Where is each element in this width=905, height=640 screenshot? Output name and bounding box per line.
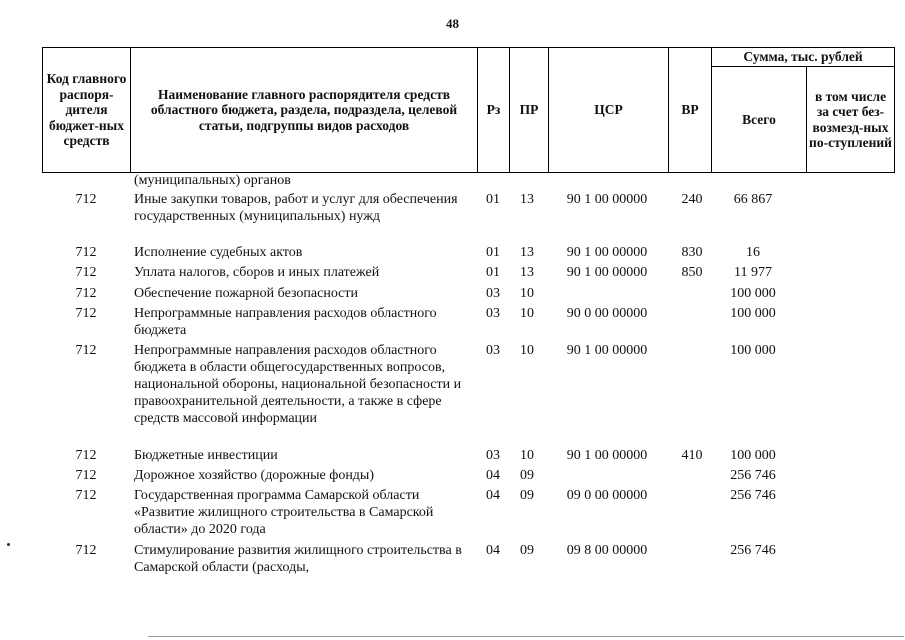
table-row [42, 542, 894, 578]
row-name: Государственная программа Самарской области «Развитие жилищного строительства в Самарской области» до 2020 года [134, 488, 434, 537]
row-rz: 03 [486, 306, 500, 321]
row-name: Исполнение судебных актов [134, 245, 303, 260]
header-pr: ПР [510, 48, 549, 173]
row-rz: 01 [486, 265, 500, 280]
row-vr: 830 [681, 245, 703, 260]
row-name: Бюджетные инвестиции [134, 448, 278, 463]
row-code: 712 [75, 265, 97, 280]
header-sum: Сумма, тыс. рублей [712, 48, 895, 67]
row-pr: 13 [520, 192, 534, 207]
table-row [42, 191, 894, 244]
row-pr: 09 [520, 468, 534, 483]
row-total: 100 000 [730, 343, 776, 358]
table-row [42, 264, 894, 285]
row-total: 100 000 [730, 286, 776, 301]
header-rz: Рз [478, 48, 510, 173]
row-name: Иные закупки товаров, работ и услуг для обеспечения государственных (муниципальных) нужд [134, 192, 458, 224]
header-incl: в том числе за счет без-возмезд-ных по-ступлений [807, 67, 895, 173]
row-code: 712 [75, 488, 97, 503]
row-total: 256 746 [730, 543, 776, 558]
table-row [42, 487, 894, 542]
row-csr: 09 0 00 00000 [566, 488, 648, 503]
row-code: 712 [75, 286, 97, 301]
row-total: 11 977 [734, 265, 772, 280]
row-total: 256 746 [730, 488, 776, 503]
row-pr: 10 [520, 286, 534, 301]
row-rz: 04 [486, 488, 500, 503]
header-csr: ЦСР [549, 48, 669, 173]
header-code: Код главного распоря-дителя бюджет-ных средств [43, 48, 131, 173]
row-rz: 04 [486, 468, 500, 483]
table-row [42, 172, 894, 191]
row-vr: 240 [681, 192, 703, 207]
row-rz: 03 [486, 286, 500, 301]
row-total: 100 000 [730, 306, 776, 321]
table-row [42, 342, 894, 447]
table-row [42, 285, 894, 305]
row-code: 712 [75, 448, 97, 463]
header-name: Наименование главного распорядителя средств областного бюджета, раздела, подраздела, целевой статьи, подгруппы видов расходов [131, 48, 478, 173]
row-code: 712 [75, 543, 97, 558]
row-csr: 90 1 00 00000 [566, 192, 648, 207]
table-header [42, 47, 895, 173]
header-total: Всего [712, 67, 807, 173]
row-total: 256 746 [730, 468, 776, 483]
page-number: 48 [446, 16, 459, 31]
row-rz: 03 [486, 343, 500, 358]
row-pr: 10 [520, 343, 534, 358]
scan-speck [7, 543, 10, 546]
row-rz: 03 [486, 448, 500, 463]
row-vr: 410 [681, 448, 703, 463]
table-body [42, 172, 894, 578]
row-pr: 13 [520, 245, 534, 260]
row-code: 712 [75, 468, 97, 483]
row-name: Дорожное хозяйство (дорожные фонды) [134, 468, 375, 483]
row-total: 66 867 [733, 192, 773, 207]
row-name: Непрограммные направления расходов областного бюджета [134, 306, 437, 338]
row-pr: 09 [520, 488, 534, 503]
row-code: 712 [75, 245, 97, 260]
row-name: Обеспечение пожарной безопасности [134, 286, 359, 301]
page-bottom-rule [148, 636, 904, 637]
row-rz: 01 [486, 245, 500, 260]
row-total: 100 000 [730, 448, 776, 463]
row-csr: 90 1 00 00000 [566, 245, 648, 260]
header-vr: ВР [669, 48, 712, 173]
row-name: Непрограммные направления расходов областного бюджета в области общегосударственных вопросов, национальной обороны, национальной безопасности и правоохранительной деятельности, а также в сфере средств массовой информации [134, 343, 462, 426]
row-name: (муниципальных) органов [134, 173, 291, 188]
row-rz: 01 [486, 192, 500, 207]
row-vr: 850 [681, 265, 703, 280]
table-row [42, 467, 894, 487]
row-pr: 10 [520, 448, 534, 463]
table-row [42, 305, 894, 342]
row-name: Стимулирование развития жилищного строительства в Самарской области (расходы, [134, 543, 462, 575]
row-csr: 90 0 00 00000 [566, 306, 648, 321]
row-csr: 09 8 00 00000 [566, 543, 648, 558]
row-code: 712 [75, 192, 97, 207]
table-row [42, 244, 894, 264]
row-pr: 13 [520, 265, 534, 280]
row-code: 712 [75, 343, 97, 358]
row-rz: 04 [486, 543, 500, 558]
row-pr: 10 [520, 306, 534, 321]
row-pr: 09 [520, 543, 534, 558]
row-csr: 90 1 00 00000 [566, 265, 648, 280]
row-csr: 90 1 00 00000 [566, 448, 648, 463]
row-total: 16 [746, 245, 760, 260]
table-row [42, 447, 894, 467]
row-csr: 90 1 00 00000 [566, 343, 648, 358]
row-name: Уплата налогов, сборов и иных платежей [134, 265, 380, 280]
row-code: 712 [75, 306, 97, 321]
